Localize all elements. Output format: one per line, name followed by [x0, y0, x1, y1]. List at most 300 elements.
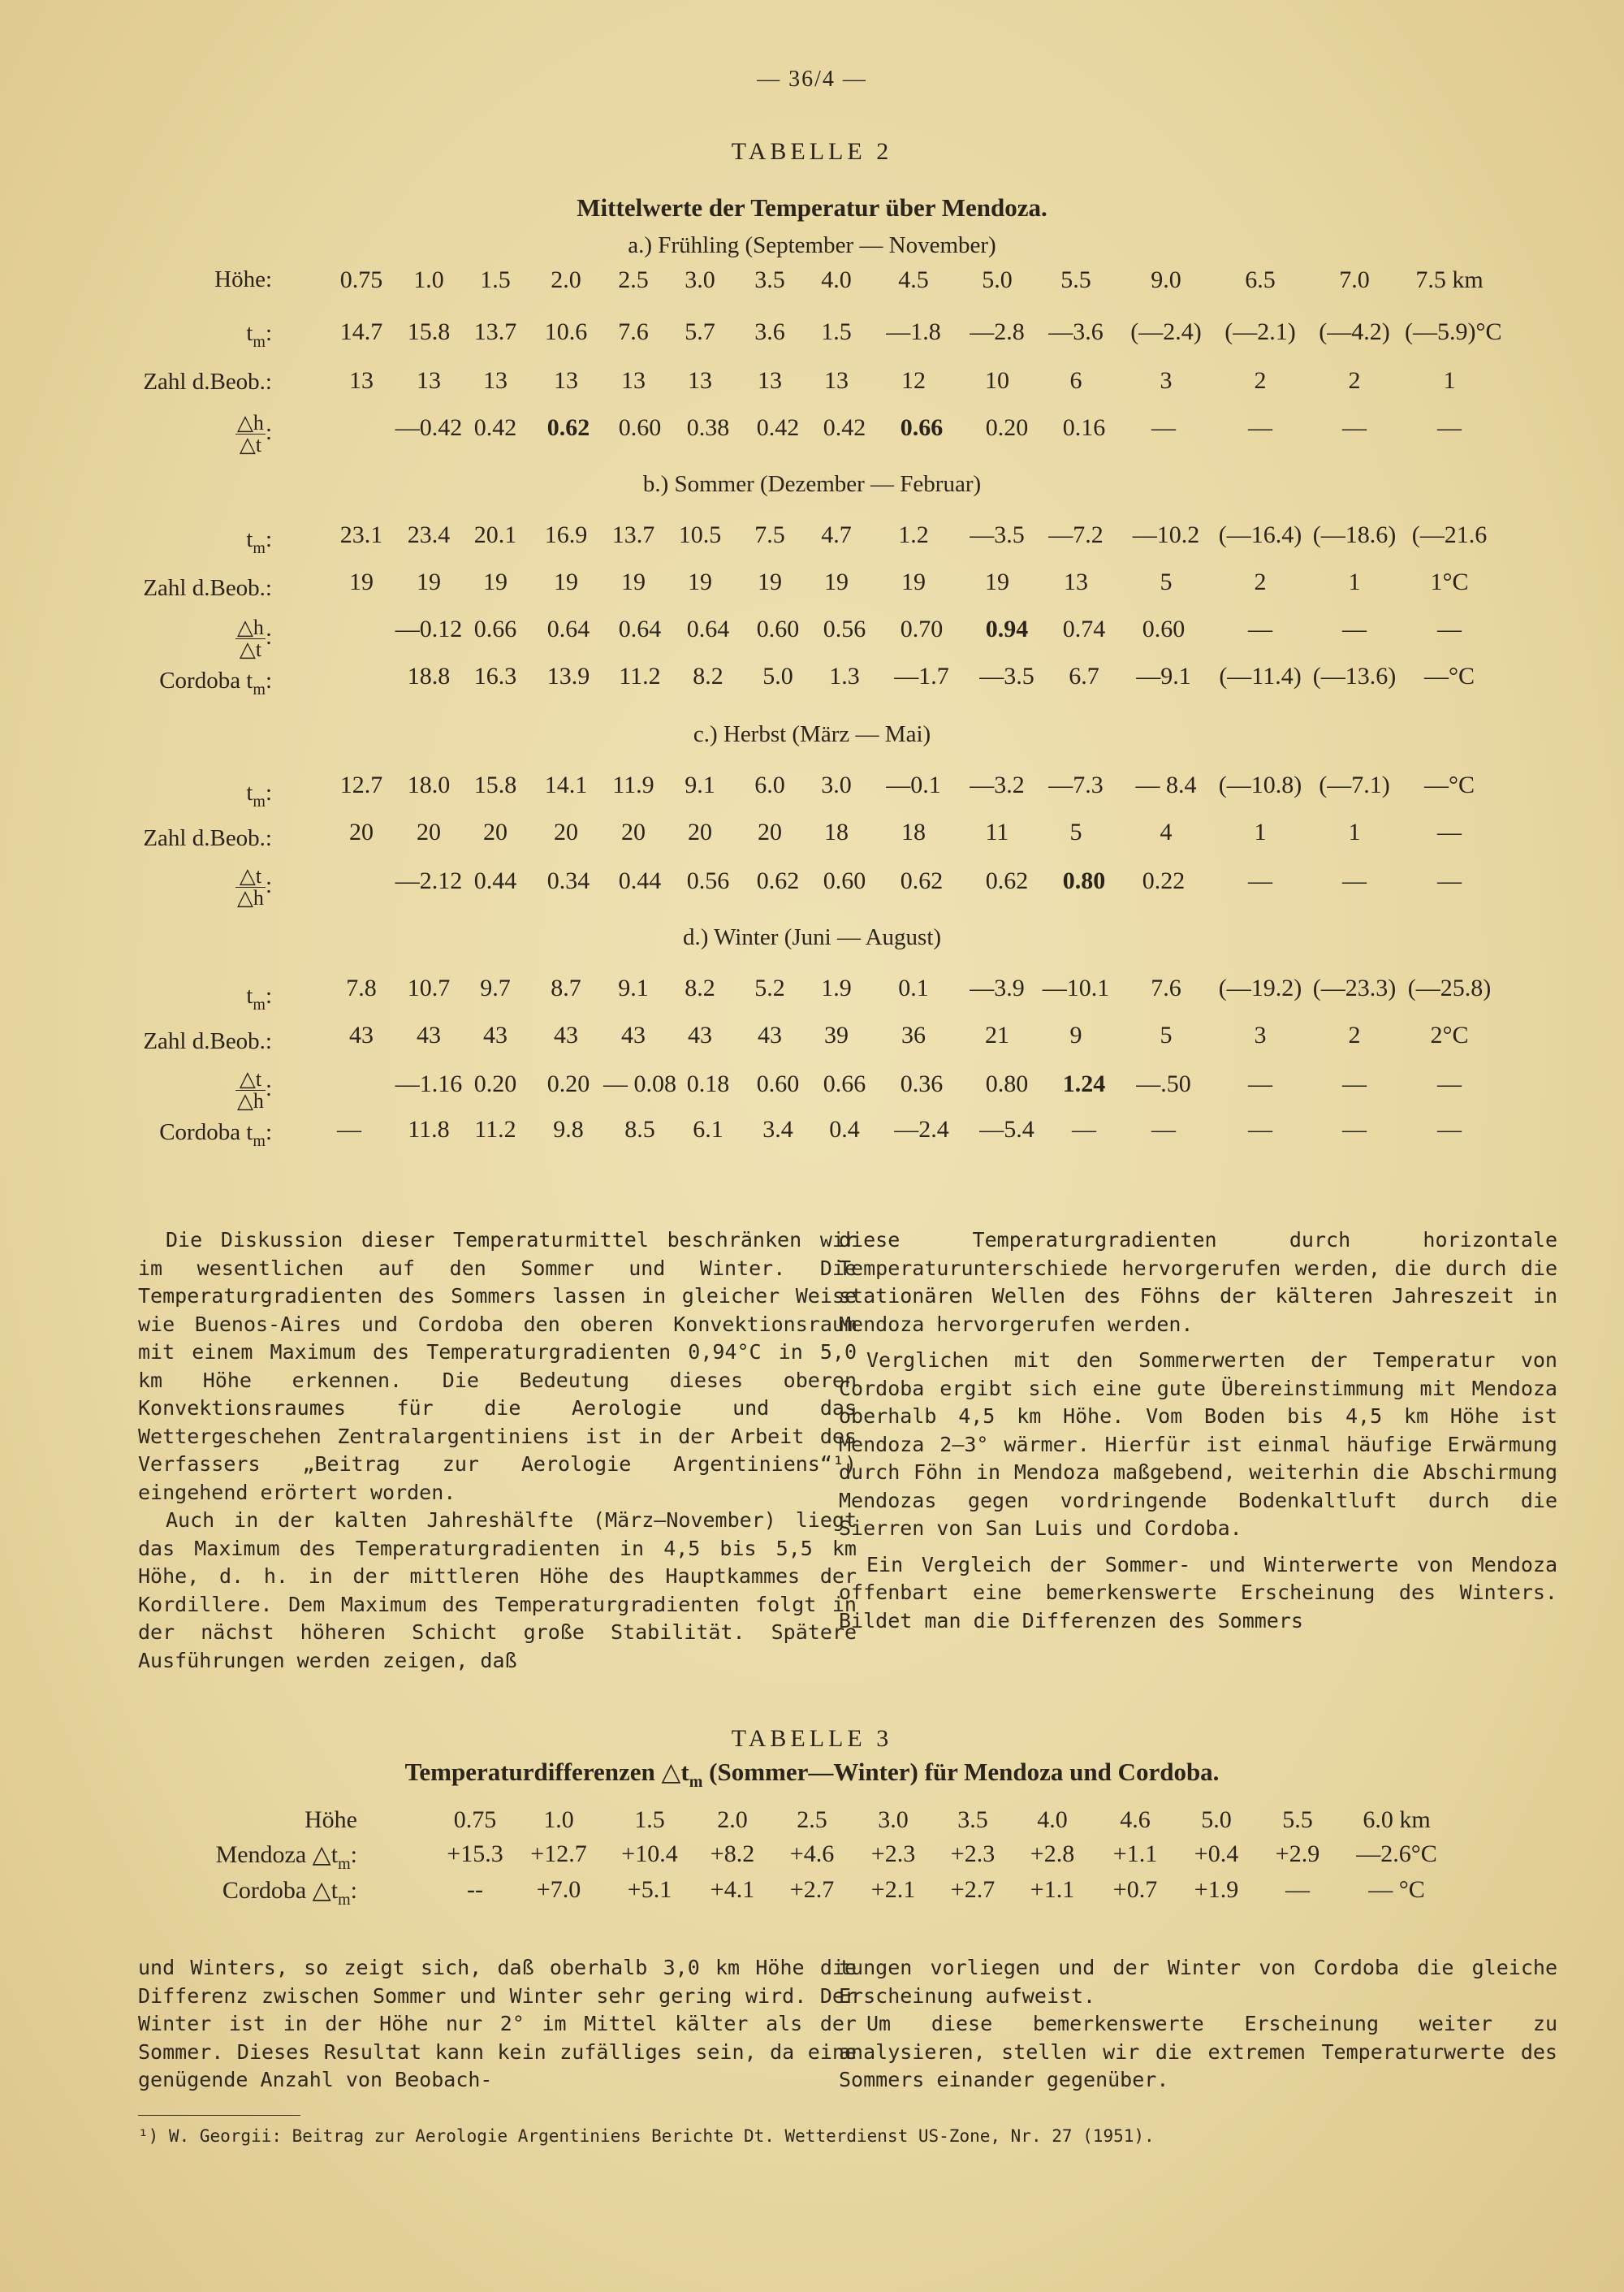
table-cell: 1.9	[821, 975, 852, 1001]
table-cell: 5.5	[1060, 266, 1091, 293]
table-cell: 13	[483, 367, 508, 394]
colon: :	[265, 419, 272, 446]
table-cell: 6	[1069, 367, 1082, 394]
paragraph: tungen vorliegen und der Winter von Cordoba die gleiche Erscheinung aufweist.	[839, 1956, 1557, 2008]
table-cell: 19	[824, 569, 849, 595]
table-cell: 15.8	[473, 772, 517, 798]
table-cell: —0.12	[395, 616, 463, 642]
table-cell: 0.80	[985, 1070, 1029, 1097]
table-cell: 8.2	[685, 975, 715, 1001]
footnote-rule	[138, 2115, 300, 2116]
table-cell: 43	[621, 1022, 646, 1049]
table-cell: 0.60	[1142, 616, 1186, 642]
table-cell: 20	[349, 819, 374, 845]
table-cell: 9.1	[685, 772, 715, 798]
table3-title-sub: m	[689, 1773, 703, 1791]
table-cell: (—13.6)	[1312, 663, 1397, 690]
section-heading: c.) Herbst (März — Mai)	[693, 721, 931, 747]
table-cell: 1.3	[829, 663, 860, 690]
table-cell: 0.80	[1062, 867, 1106, 894]
table-cell: 1.0	[543, 1806, 574, 1833]
table-cell: —	[1285, 1876, 1310, 1903]
table-cell: (—2.1)	[1224, 318, 1296, 345]
table-cell: —°C	[1423, 663, 1475, 690]
table-cell: +4.6	[789, 1840, 835, 1867]
table-cell: 11.2	[619, 663, 661, 690]
row-label: Höhe:	[214, 266, 272, 292]
colon: :	[350, 1841, 357, 1868]
table-cell: —	[1072, 1116, 1096, 1143]
table-cell: —	[1248, 414, 1272, 441]
fraction-numerator: △t	[235, 1069, 266, 1091]
table-cell: —3.9	[970, 975, 1025, 1001]
table-cell: —	[1248, 1070, 1272, 1097]
table3-title-rest: (Sommer—Winter) für Mendoza und Cordoba.	[702, 1758, 1220, 1786]
table-cell: 0.44	[473, 867, 517, 894]
table-cell: 3	[1160, 367, 1173, 394]
text-left-column-2	[138, 1954, 857, 2095]
table-cell: +2.3	[870, 1840, 916, 1867]
table-cell: 43	[349, 1022, 374, 1049]
cordoba-label: Cordoba t	[159, 1119, 253, 1145]
table-cell: —	[1342, 867, 1367, 894]
colon: :	[265, 1075, 272, 1102]
table-cell: —	[1151, 1116, 1176, 1143]
table-cell: (—11.4)	[1219, 663, 1302, 690]
table-cell: —2.6°C	[1356, 1840, 1437, 1867]
table-cell: 19	[985, 569, 1009, 595]
row-label-text: Cordoba △t	[222, 1877, 339, 1904]
table-cell: —1.7	[894, 663, 949, 690]
table-cell: 20	[554, 819, 578, 845]
paragraph: und Winters, so zeigt sich, daß oberhalb 3,0 km Höhe die Differenz zwischen Sommer und Winter sehr gering wird. Der Winter ist in der Höhe nur 2° im Mittel kälter als der Sommer. Dieses Resultat kann kein zufälliges sein, da eine genügende Anzahl von Beobach-	[138, 1956, 857, 2091]
table-row	[0, 1116, 1624, 1148]
table-cell: 2.0	[717, 1806, 748, 1833]
paragraph: Um diese bemerkenswerte Erscheinung weiter zu analysieren, stellen wir die extremen Temperaturwerte des Sommers einander gegenüber.	[839, 2012, 1557, 2091]
table-cell: 20	[417, 819, 441, 845]
table-cell: +2.9	[1275, 1840, 1320, 1867]
table-cell: 4.5	[898, 266, 929, 293]
table-cell: +1.1	[1112, 1840, 1158, 1867]
table-cell: —7.3	[1048, 772, 1104, 798]
table-cell: 1.5	[821, 318, 852, 345]
table-cell: 13	[554, 367, 578, 394]
table-cell: —	[1437, 1070, 1462, 1097]
table-cell: 0.20	[473, 1070, 517, 1097]
table-cell: 2°C	[1430, 1022, 1469, 1049]
table-cell: 16.9	[544, 521, 588, 548]
table-cell: (—19.2)	[1218, 975, 1302, 1001]
table-cell: 5.2	[754, 975, 785, 1001]
table-cell: 3	[1254, 1022, 1267, 1049]
table-cell: 18	[901, 819, 926, 845]
tm-symbol: t	[246, 320, 253, 346]
table-cell: —	[1437, 414, 1462, 441]
table-cell: —°C	[1423, 772, 1475, 798]
table-cell: 19	[688, 569, 712, 595]
colon: :	[350, 1877, 357, 1904]
table-cell: (—25.8)	[1407, 975, 1492, 1001]
table-cell: 0.75	[453, 1806, 497, 1833]
table-cell: —3.5	[970, 521, 1025, 548]
table-row	[0, 616, 1624, 651]
table-cell: (—7.1)	[1319, 772, 1390, 798]
table-cell: 1.5	[634, 1806, 665, 1833]
table-cell: 3.5	[754, 266, 785, 293]
table-cell: +12.7	[530, 1840, 587, 1867]
table-cell: (—16.4)	[1218, 521, 1302, 548]
table-cell: —3.2	[970, 772, 1025, 798]
table-cell: 2	[1254, 569, 1267, 595]
table-cell: 13	[349, 367, 374, 394]
table2-title: Mittelwerte der Temperatur über Mendoza.	[577, 193, 1047, 222]
table-cell: —1.16	[395, 1070, 463, 1097]
table-cell: 13	[688, 367, 712, 394]
table-cell: (—23.3)	[1312, 975, 1397, 1001]
table-cell: 3.4	[762, 1116, 793, 1143]
table-cell: 20.1	[473, 521, 517, 548]
table-cell: 43	[554, 1022, 578, 1049]
row-label: Zahl d.Beob.:	[143, 369, 272, 395]
table-cell: (—5.9)°C	[1405, 318, 1502, 345]
table-cell: 4.0	[1037, 1806, 1068, 1833]
table-cell: 5.0	[1201, 1806, 1232, 1833]
table-cell: +7.0	[536, 1876, 581, 1903]
table-cell: 0.36	[900, 1070, 944, 1097]
colon: :	[265, 1119, 272, 1145]
table-cell: (—10.8)	[1218, 772, 1302, 798]
fraction-numerator: △h	[236, 411, 264, 435]
table-cell: 13	[417, 367, 441, 394]
table-cell: +2.1	[870, 1876, 916, 1903]
fraction-numerator: △h	[236, 616, 264, 639]
table-cell: 13.7	[473, 318, 517, 345]
table-cell: 0.22	[1142, 867, 1186, 894]
table3-title	[0, 1758, 1624, 1791]
table-cell: 9.8	[553, 1116, 584, 1143]
table-cell: 13.9	[546, 663, 590, 690]
table-cell: 3.5	[957, 1806, 988, 1833]
subscript-m: m	[338, 1855, 351, 1873]
table-cell: —10.1	[1042, 975, 1110, 1001]
paragraph: Ein Vergleich der Sommer- und Winterwerte von Mendoza offenbart eine bemerkenswerte Erscheinung des Winters. Bildet man die Differenzen des Sommers	[839, 1552, 1557, 1633]
table-cell: 0.62	[985, 867, 1029, 894]
table-cell: 3.6	[754, 318, 785, 345]
table-cell: 0.94	[985, 616, 1029, 642]
table-cell: 13	[621, 367, 646, 394]
table-cell: +15.3	[447, 1840, 503, 1867]
table-cell: 2	[1348, 1022, 1361, 1049]
table-row	[0, 772, 1624, 804]
table-row	[0, 975, 1624, 1007]
table-cell: 1°C	[1430, 569, 1469, 595]
colon: :	[265, 320, 272, 346]
table-cell: 43	[758, 1022, 782, 1049]
table-cell: 6.0	[754, 772, 785, 798]
fraction-denominator: △t	[239, 638, 262, 661]
subscript-m: m	[253, 1132, 266, 1150]
subscript-m: m	[253, 539, 266, 557]
table-cell: —	[1342, 1116, 1367, 1143]
table-cell: 18.0	[407, 772, 451, 798]
table-cell: 0.42	[823, 414, 866, 441]
fraction-denominator: △h	[236, 886, 264, 910]
table-cell: —0.1	[886, 772, 941, 798]
table-cell: 19	[483, 569, 508, 595]
table-cell: 0.42	[473, 414, 517, 441]
table-row	[0, 1806, 1624, 1839]
table-cell: —2.8	[970, 318, 1025, 345]
table-cell: 0.66	[473, 616, 517, 642]
table-cell: —7.2	[1048, 521, 1104, 548]
paragraph: Die Diskussion dieser Temperaturmittel beschränken wir im wesentlichen auf den Sommer und Winter. Die Temperaturgradienten des Sommers lassen in gleicher Weise wie Buenos-Aires und Cordoba den oberen Konvektionsraum mit einem Maximum des Temperaturgradienten 0,94°C in 5,0 km Höhe erkennen. Die Bedeutung dieses oberen Konvektionsraumes für die Aerologie und das Wettergeschehen Zentralargentiniens ist in der Arbeit des Verfassers „Beitrag zur Aerologie Argentiniens“¹) eingehend erörtert worden.	[138, 1228, 857, 1504]
section-heading: b.) Sommer (Dezember — Februar)	[642, 471, 982, 497]
table-cell: —0.42	[395, 414, 463, 441]
paragraph: Auch in der kalten Jahreshälfte (März—November) liegt das Maximum des Temperaturgradienten in 4,5 bis 5,5 km Höhe, d. h. in der mittleren Höhe des Hauptkammes der Kordillere. Dem Maximum des Temperaturgradienten folgt in der nächst höheren Schicht große Stabilität. Spätere Ausführungen werden zeigen, daß	[138, 1508, 857, 1672]
table-cell: 19	[758, 569, 782, 595]
table-cell: 1.2	[898, 521, 929, 548]
table-cell: 7.8	[346, 975, 377, 1001]
table-row	[0, 1876, 1624, 1909]
table-cell: 15.8	[407, 318, 451, 345]
table-cell: 13	[758, 367, 782, 394]
table-cell: 0.64	[686, 616, 730, 642]
table-cell: 11	[985, 819, 1009, 845]
table-cell: 5	[1160, 1022, 1173, 1049]
table-cell: 3.0	[685, 266, 715, 293]
table-cell: 4.7	[821, 521, 852, 548]
table-cell: —	[1248, 1116, 1272, 1143]
table-cell: 19	[417, 569, 441, 595]
table-cell: 10.7	[407, 975, 451, 1001]
text-right-column-2	[839, 1954, 1557, 2095]
table-cell: —10.2	[1132, 521, 1200, 548]
table-cell: 0.60	[756, 616, 800, 642]
table-cell: 0.70	[900, 616, 944, 642]
table-cell: 0.60	[823, 867, 866, 894]
colon: :	[265, 526, 272, 552]
table-cell: 13	[1064, 569, 1088, 595]
footnote: ¹) W. Georgii: Beitrag zur Aerologie Argentiniens Berichte Dt. Wetterdienst US-Zone, Nr. 27 (1951).	[138, 2126, 1155, 2146]
table-cell: — 8.4	[1135, 772, 1197, 798]
table-cell: —5.4	[979, 1116, 1034, 1143]
table-cell: 6.1	[693, 1116, 723, 1143]
section-heading: d.) Winter (Juni — August)	[682, 924, 942, 950]
table-cell: 23.1	[339, 521, 383, 548]
table-cell: (—21.6	[1411, 521, 1488, 548]
table-cell: 14.1	[544, 772, 588, 798]
table-row	[0, 569, 1624, 601]
section-heading: a.) Frühling (September — November)	[628, 232, 996, 258]
text-left-column-1	[138, 1226, 857, 1675]
table-cell: 7.5	[754, 521, 785, 548]
table-cell: +2.8	[1030, 1840, 1075, 1867]
table-cell: +0.4	[1194, 1840, 1239, 1867]
colon: :	[265, 983, 272, 1009]
table-cell: 4	[1160, 819, 1173, 845]
table-cell: 11.8	[408, 1116, 450, 1143]
table-cell: 10.6	[544, 318, 588, 345]
table-cell: 7.6	[1151, 975, 1181, 1001]
table-cell: +2.3	[950, 1840, 996, 1867]
table-cell: 0.1	[898, 975, 929, 1001]
table-cell: —	[1248, 867, 1272, 894]
table-cell: 21	[985, 1022, 1009, 1049]
tm-symbol: t	[246, 983, 253, 1009]
table-cell: —	[1437, 1116, 1462, 1143]
table-cell: (—2.4)	[1130, 318, 1202, 345]
table-cell: 0.62	[546, 414, 590, 441]
table-cell: +1.1	[1030, 1876, 1075, 1903]
table-cell: —	[1342, 616, 1367, 642]
table-cell: 19	[621, 569, 646, 595]
table-cell: 5	[1160, 569, 1173, 595]
table-cell: 12	[901, 367, 926, 394]
table-cell: 13.7	[611, 521, 655, 548]
table-row	[0, 318, 1624, 351]
table-cell: 0.66	[900, 414, 944, 441]
row-label-text: Mendoza △t	[215, 1841, 339, 1868]
table-row	[0, 819, 1624, 851]
table-cell: 1	[1443, 367, 1456, 394]
table-cell: 0.62	[756, 867, 800, 894]
subscript-m: m	[253, 681, 266, 698]
table-cell: 0.60	[756, 1070, 800, 1097]
table-cell: 36	[901, 1022, 926, 1049]
table-cell: 7.6	[618, 318, 649, 345]
table-cell: —1.8	[886, 318, 941, 345]
table-cell: 23.4	[407, 521, 451, 548]
table-cell: 2	[1254, 367, 1267, 394]
table-row	[0, 266, 1624, 299]
table-cell: 12.7	[339, 772, 383, 798]
row-label: Zahl d.Beob.:	[143, 575, 272, 601]
table3-caption: TABELLE 3	[731, 1725, 893, 1752]
table-cell: 3.0	[821, 772, 852, 798]
table-cell: +5.1	[627, 1876, 672, 1903]
table-cell: 0.34	[546, 867, 590, 894]
table-cell: 0.4	[829, 1116, 860, 1143]
table-row	[0, 521, 1624, 554]
row-label: Zahl d.Beob.:	[143, 1028, 272, 1054]
table-row	[0, 1070, 1624, 1103]
table-cell: 13	[824, 367, 849, 394]
table-cell: 6.5	[1245, 266, 1276, 293]
table-cell: 5.7	[685, 318, 715, 345]
table-cell: 19	[349, 569, 374, 595]
table-cell: 2	[1348, 367, 1361, 394]
table-cell: 8.5	[624, 1116, 655, 1143]
paragraph: Verglichen mit den Sommerwerten der Temperatur von Cordoba ergibt sich eine gute Übereinstimmung mit Mendoza oberhalb 4,5 km Höhe. Vom Boden bis 4,5 km Höhe ist Mendoza 2—3° wärmer. Hierfür ist einmal häufige Erwärmung durch Föhn in Mendoza maßgebend, weiterhin die Abschirmung Mendozas gegen vordringende Bodenkaltluft durch die Sierren von San Luis und Cordoba.	[839, 1348, 1557, 1540]
table-cell: — 0.08	[603, 1070, 676, 1097]
table-cell: +2.7	[950, 1876, 996, 1903]
fraction-denominator: △h	[236, 1089, 264, 1113]
fraction-denominator: △t	[239, 433, 262, 456]
table-cell: —	[337, 1116, 361, 1143]
table-cell: 7.0	[1339, 266, 1370, 293]
table-row	[0, 367, 1624, 400]
table-cell: 10.5	[678, 521, 722, 548]
table-cell: —3.6	[1048, 318, 1104, 345]
table-cell: 1	[1254, 819, 1267, 845]
table-cell: —	[1437, 616, 1462, 642]
table-cell: 0.66	[823, 1070, 866, 1097]
table-cell: 0.20	[985, 414, 1029, 441]
cordoba-label: Cordoba t	[159, 668, 253, 694]
table-cell: 20	[621, 819, 646, 845]
table-cell: 0.75	[339, 266, 383, 293]
table-cell: —2.12	[395, 867, 463, 894]
tm-symbol: t	[246, 526, 253, 552]
table-cell: 0.42	[756, 414, 800, 441]
table-cell: 9.7	[480, 975, 511, 1001]
table-cell: 1.0	[413, 266, 444, 293]
table-cell: +1.9	[1194, 1876, 1239, 1903]
table-cell: 11.9	[612, 772, 654, 798]
table-cell: 16.3	[473, 663, 517, 690]
table-cell: +2.7	[789, 1876, 835, 1903]
table-cell: (—18.6)	[1312, 521, 1397, 548]
table-cell: 5.5	[1282, 1806, 1313, 1833]
table-cell: 1	[1348, 569, 1361, 595]
table-cell: 43	[688, 1022, 712, 1049]
table-cell: 18	[824, 819, 849, 845]
table-row	[0, 1840, 1624, 1873]
table-cell: 0.74	[1062, 616, 1106, 642]
table-cell: 1.24	[1062, 1070, 1106, 1097]
table-cell: 14.7	[339, 318, 383, 345]
table-cell: —3.5	[979, 663, 1034, 690]
table-cell: 8.2	[693, 663, 723, 690]
table-cell: 5	[1069, 819, 1082, 845]
subscript-m: m	[338, 1891, 351, 1909]
table-cell: 10	[985, 367, 1009, 394]
table-cell: 19	[554, 569, 578, 595]
table-cell: —	[1437, 819, 1462, 845]
subscript-m: m	[253, 793, 266, 811]
colon: :	[265, 780, 272, 806]
table-cell: 5.0	[982, 266, 1013, 293]
table-cell: +8.2	[710, 1840, 755, 1867]
table-cell: —	[1248, 616, 1272, 642]
table-cell: 0.64	[618, 616, 662, 642]
table-cell: 0.62	[900, 867, 944, 894]
table-cell: +0.7	[1112, 1876, 1158, 1903]
table-cell: 19	[901, 569, 926, 595]
colon: :	[265, 872, 272, 899]
table-cell: 0.56	[823, 616, 866, 642]
table-cell: 39	[824, 1022, 849, 1049]
table-cell: 3.0	[878, 1806, 909, 1833]
table-cell: 43	[417, 1022, 441, 1049]
page-number: — 36/4 —	[757, 67, 867, 92]
table-cell: 0.64	[546, 616, 590, 642]
table-cell: 6.0 km	[1363, 1806, 1431, 1833]
table3-title-text: Temperaturdifferenzen △t	[404, 1758, 689, 1786]
table-cell: 43	[483, 1022, 508, 1049]
table-cell: 0.18	[686, 1070, 730, 1097]
table2-caption: TABELLE 2	[731, 138, 893, 165]
table-cell: 6.7	[1069, 663, 1099, 690]
paragraph: diese Temperaturgradienten durch horizontale Temperaturunterschiede hervorgerufen werden, die durch die stationären Wellen des Föhns der kälteren Jahreszeit in Mendoza hervorgerufen werden.	[839, 1228, 1557, 1336]
table-cell: 7.5 km	[1415, 266, 1484, 293]
table-cell: 0.44	[618, 867, 662, 894]
table-cell: (—4.2)	[1319, 318, 1390, 345]
table-cell: 20	[688, 819, 712, 845]
table-cell: 20	[758, 819, 782, 845]
table-row	[0, 411, 1624, 447]
table-cell: 5.0	[762, 663, 793, 690]
